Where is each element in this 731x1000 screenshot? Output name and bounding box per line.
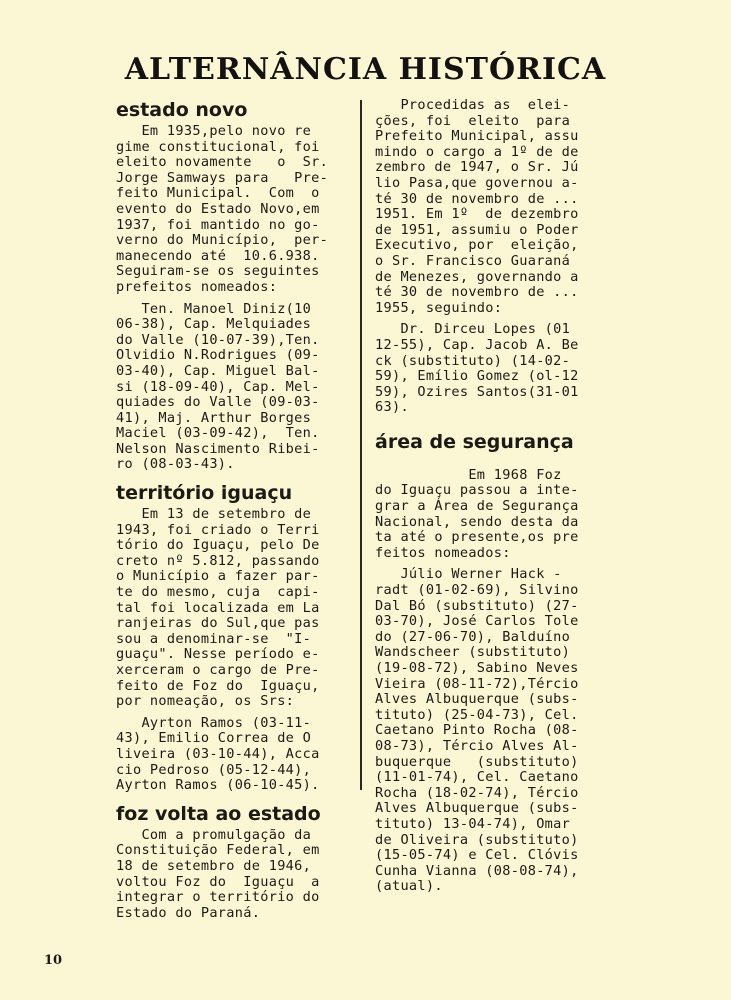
paragraph-territorio-prefeitos: Ayrton Ramos (03-11- 43), Emilio Correa de O liveira (03-10-44), Acca cio Pedroso (05-12-44), Ayrton Ramos (06-10-45). <box>116 714 320 794</box>
paragraph-estado-novo-intro: Em 1935,pelo novo re gime constitucional, foi eleito novamente o Sr. Jorge Samways para Pre- feito Municipal. Com o evento do Estado Novo,em 1937, foi mantido no go- verno do Município, per- manecendo até 10.6.938. Seguiram-se os seguintes prefeitos nomeados: <box>116 123 329 295</box>
right-column <box>375 98 605 895</box>
paragraph-eleicoes-prefeitos: Dr. Dirceu Lopes (01 12-55), Cap. Jacob A. Be ck (substituto) (14-02- 59), Emílio Gomez (ol-12 59), Ozires Santos(31-01 63). <box>375 321 579 416</box>
paragraph-territorio-intro: Em 13 de setembro de 1943, foi criado o Terri tório do Iguaçu, pelo De creto nº 5.812, passando o Município a fazer par- te do mesmo, cuja capi- tal foi localizada em La ranjeiras do Sul,que pas sou a denominar-se "I- guaçu". Nesse período e- xerceram o cargo de Pre- feito de Foz do Iguaçu, por nomeação, os Srs: <box>116 506 320 710</box>
section-heading-territorio-iguacu: território iguaçu <box>116 482 293 505</box>
section-heading-estado-novo: estado novo <box>116 99 248 121</box>
left-column <box>116 98 346 921</box>
paragraph-estado-novo-prefeitos: Ten. Manoel Diniz(10 06-38), Cap. Melquiades do Valle (10-07-39),Ten. Olvidio N.Rodrigues (09- 03-40), Cap. Miguel Bal- si (18-09-40), Cap. Mel- quiades do Valle (09-03- 41), Maj. Arthur Borges Maciel (03-09-42), Ten. Nelson Nascimento Ribei- ro (08-03-43). <box>116 300 320 473</box>
column-divider <box>360 100 362 790</box>
page-title: ALTERNÂNCIA HISTÓRICA <box>124 52 607 87</box>
section-heading-area-de-seguranca: área de segurança <box>375 430 574 453</box>
paragraph-area-intro: Em 1968 Foz do Iguaçu passou a inte- grar a Área de Segurança Nacional, sendo desta da ta até o presente,os pre feitos nomeados: <box>375 466 579 561</box>
paragraph-eleicoes: Procedidas as elei- ções, foi eleito para Prefeito Municipal, assu mindo o cargo a 1º de de zembro de 1947, o Sr. Jú lio Pasa,que governou a- té 30 de novembro de ... 1951. Em 1º de dezembro de 1951, assumiu o Poder Executivo, por eleição, o Sr. Francisco Guaraná de Menezes, governando a té 30 de novembro de ... 1955, seguindo: <box>375 97 579 316</box>
paragraph-foz-volta: Com a promulgação da Constituição Federal, em 18 de setembro de 1946, voltou Foz do Iguaçu a integrar o território do Estado do Paraná. <box>116 826 320 921</box>
section-heading-foz-volta-ao-estado: foz volta ao estado <box>116 802 321 825</box>
paragraph-area-prefeitos: Júlio Werner Hack - radt (01-02-69), Silvino Dal Bó (substituto) (27- 03-70), José Carlos Tole do (27-06-70), Balduíno Wandscheer (substituto) (19-08-72), Sabino Neves Vieira (08-11-72),Tércio Alves Albuquerque (subs- tituto) (25-04-73), Cel. Caetano Pinto Rocha (08- 08-73), Tércio Alves Al- buquerque (substituto) (11-01-74), Cel. Caetano Rocha (18-02-74), Tércio Alves Albuquerque (subs- tituto) 13-04-74), Omar de Oliveira (substituto) (15-05-74) e Cel. Clóvis Cunha Vianna (08-08-74), (atual). <box>375 566 579 895</box>
page-number: 10 <box>44 953 63 968</box>
